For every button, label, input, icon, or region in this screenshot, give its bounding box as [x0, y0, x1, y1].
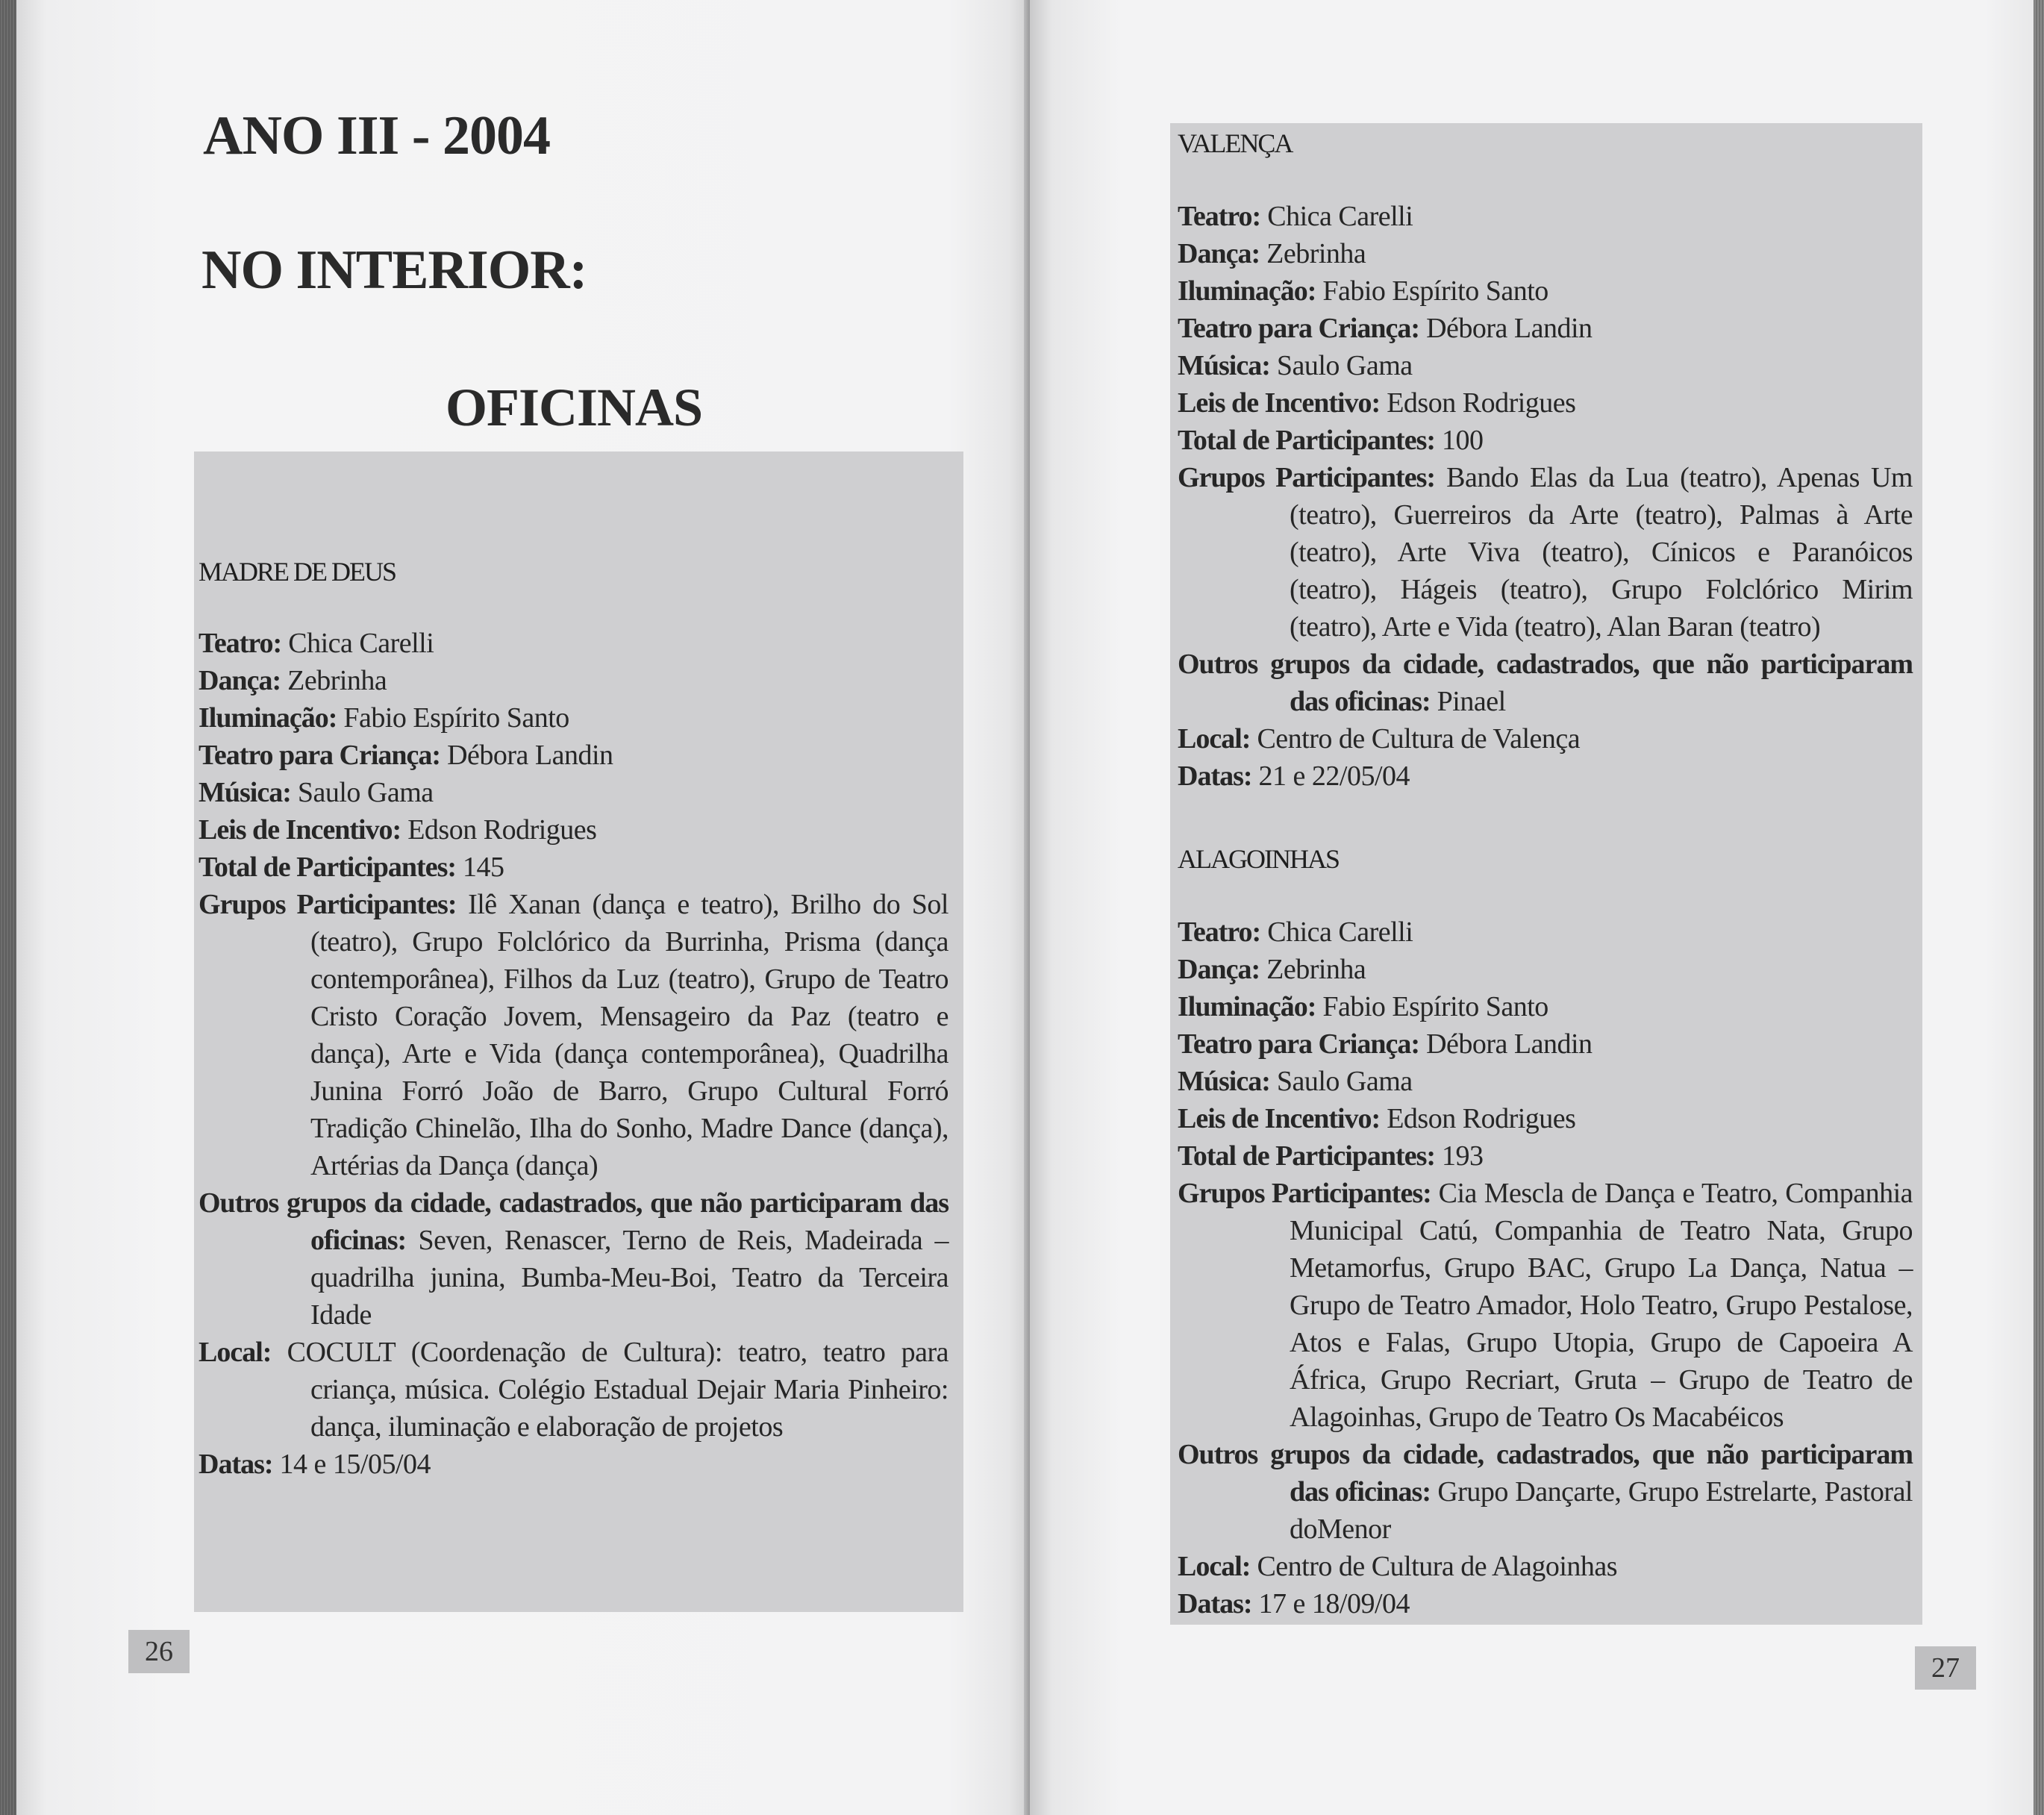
page-number: 26 [128, 1630, 190, 1673]
entry-row [1178, 198, 1913, 235]
entry-row [199, 662, 948, 699]
section-title: MADRE DE DEUS [199, 557, 396, 587]
entry-row [1178, 1137, 1913, 1175]
oficinas-heading: OFICINAS [446, 378, 703, 437]
entry-row [199, 774, 948, 811]
entry-row [1178, 951, 1913, 988]
entry-value: Edson Rodrigues [1380, 1103, 1576, 1134]
entry-label: Leis de Incentivo: [1178, 387, 1381, 419]
entry-label: Local: [199, 1337, 272, 1368]
entry-value: Seven, Renascer, Terno de Reis, Madeirada –quadrilha junina, Bumba-Meu-Boi, Teatro da Terceira Idade [310, 1225, 948, 1331]
interior-heading: NO INTERIOR: [201, 240, 587, 301]
entry-row [1178, 1063, 1913, 1100]
entry-label: Local: [1178, 723, 1251, 755]
entry-value: 17 e 18/09/04 [1251, 1588, 1410, 1619]
book-edge-left [0, 0, 16, 1815]
entry-label: Total de Participantes: [1178, 425, 1436, 456]
entry-value: Débora Landin [1419, 1028, 1593, 1060]
entry-value: Chica Carelli [281, 628, 434, 659]
entry-label: Grupos Participantes: [199, 889, 457, 920]
entry-value: Saulo Gama [1269, 350, 1413, 381]
entry-value: Zebrinha [1260, 954, 1366, 985]
entry-label: Música: [199, 777, 291, 808]
entry-row [1178, 988, 1913, 1025]
entry-value: Grupo Dançarte, Grupo Estrelarte, Pastoral doMenor [1290, 1476, 1913, 1545]
madre-de-deus-box [194, 452, 963, 1612]
entry-value: Chica Carelli [1260, 201, 1413, 232]
entry-row [1178, 646, 1913, 720]
valenca-section [1178, 123, 1913, 795]
right-info-box [1170, 123, 1922, 1625]
section-title: ALAGOINHAS [1178, 844, 1339, 874]
entry-row [199, 1446, 948, 1483]
right-page [1030, 0, 2034, 1815]
year-heading: ANO III - 2004 [203, 105, 550, 166]
entry-value: Fabio Espírito Santo [1316, 275, 1548, 307]
entry-value: Edson Rodrigues [1380, 387, 1576, 419]
entry-label: Grupos Participantes: [1178, 462, 1436, 493]
entry-label: Total de Participantes: [1178, 1140, 1436, 1172]
entry-label: Total de Participantes: [199, 852, 457, 883]
entry-value: 21 e 22/05/04 [1251, 760, 1410, 792]
entry-label: Teatro: [1178, 201, 1261, 232]
section-entries [1178, 913, 1913, 1622]
entry-label: Outros grupos da cidade, cadastrados, que não participaram das oficinas: [1178, 1439, 1913, 1508]
entry-label: Teatro: [199, 628, 282, 659]
entry-row [1178, 272, 1913, 310]
entry-row [199, 625, 948, 662]
entry-row [1178, 720, 1913, 757]
entry-value: Débora Landin [440, 740, 613, 771]
entry-row [1178, 1585, 1913, 1622]
entry-row [199, 1334, 948, 1446]
entry-row [1178, 1175, 1913, 1436]
entry-label: Datas: [1178, 1588, 1252, 1619]
entry-label: Dança: [1178, 238, 1260, 269]
entry-row [199, 737, 948, 774]
entry-value: Centro de Cultura de Valença [1250, 723, 1581, 755]
entry-label: Música: [1178, 350, 1270, 381]
entry-value: Centro de Cultura de Alagoinhas [1250, 1551, 1618, 1582]
entry-row [1178, 384, 1913, 422]
entry-label: Teatro: [1178, 916, 1261, 948]
entry-label: Teatro para Criança: [199, 740, 441, 771]
entry-row [1178, 757, 1913, 795]
entry-label: Datas: [199, 1449, 273, 1480]
entry-label: Iluminação: [1178, 275, 1316, 307]
entry-label: Música: [1178, 1066, 1270, 1097]
entry-row [1178, 459, 1913, 646]
entry-value: Edson Rodrigues [401, 814, 597, 846]
entry-value: Saulo Gama [290, 777, 434, 808]
entry-row [1178, 235, 1913, 272]
entry-value: Débora Landin [1419, 313, 1593, 344]
entry-label: Dança: [199, 665, 281, 696]
entry-label: Datas: [1178, 760, 1252, 792]
section-entries [1178, 198, 1913, 795]
entry-value: Fabio Espírito Santo [337, 702, 569, 734]
section-entries [199, 625, 948, 1483]
entry-label: Outros grupos da cidade, cadastrados, que não participaram das oficinas: [1178, 649, 1913, 717]
entry-label: Iluminação: [199, 702, 337, 734]
entry-row [199, 699, 948, 737]
entry-value: Ilê Xanan (dança e teatro), Brilho do Sol (teatro), Grupo Folclórico da Burrinha, Prisma (dança contemporânea), Filhos da Luz (teatro), Grupo de Teatro Cristo Coração Jovem, Mensageiro da Paz (teatro e dança), Arte e Vida (dança contemporânea), Quadrilha Junina Forró João de Barro, Grupo Cultural Forró Tradição Chinelão, Ilha do Sonho, Madre Dance (dança), Artérias da Dança (dança) [310, 889, 948, 1181]
entry-row [1178, 347, 1913, 384]
entry-row [1178, 1436, 1913, 1548]
entry-label: Leis de Incentivo: [1178, 1103, 1381, 1134]
entry-row [199, 886, 948, 1184]
entry-label: Outros grupos da cidade, cadastrados, que não participaram das oficinas: [199, 1187, 948, 1256]
entry-label: Grupos Participantes: [1178, 1178, 1431, 1209]
entry-label: Teatro para Criança: [1178, 313, 1420, 344]
entry-row [199, 811, 948, 849]
entry-value: Bando Elas da Lua (teatro), Apenas Um (teatro), Guerreiros da Arte (teatro), Palmas à Arte (teatro), Arte Viva (teatro), Cínicos e Paranóicos (teatro), Hágeis (teatro), Grupo Folclórico Mirim (teatro), Arte e Vida (teatro), Alan Baran (teatro) [1290, 462, 1913, 643]
entry-label: Dança: [1178, 954, 1260, 985]
entry-value: 145 [456, 852, 504, 883]
entry-value: 193 [1435, 1140, 1484, 1172]
entry-value: Saulo Gama [1269, 1066, 1413, 1097]
entry-value: 14 e 15/05/04 [272, 1449, 431, 1480]
entry-value: 100 [1435, 425, 1484, 456]
entry-row [1178, 1025, 1913, 1063]
left-page [16, 0, 1030, 1815]
entry-row [1178, 1100, 1913, 1137]
entry-value: Fabio Espírito Santo [1316, 991, 1548, 1022]
entry-label: Iluminação: [1178, 991, 1316, 1022]
entry-label: Teatro para Criança: [1178, 1028, 1420, 1060]
entry-value: Cia Mescla de Dança e Teatro, Companhia Municipal Catú, Companhia de Teatro Nata, Grupo Metamorfus, Grupo BAC, Grupo La Dança, Natua – Grupo de Teatro Amador, Holo Teatro, Grupo Pestalose, Atos e Falas, Grupo Utopia, Grupo de Capoeira A África, Grupo Recriart, Gruta – Grupo de Teatro de Alagoinhas, Grupo de Teatro Os Macabéicos [1290, 1178, 1913, 1433]
entry-value: COCULT (Coordenação de Cultura): teatro, teatro para criança, música. Colégio Estadual Dejair Maria Pinheiro: dança, iluminação e elaboração de projetos [271, 1337, 948, 1443]
section-title: VALENÇA [1178, 128, 1293, 158]
entry-row [1178, 913, 1913, 951]
entry-value: Zebrinha [1260, 238, 1366, 269]
entry-row [199, 1184, 948, 1334]
entry-value: Zebrinha [281, 665, 387, 696]
entry-label: Leis de Incentivo: [199, 814, 401, 846]
entry-row [199, 849, 948, 886]
entry-value: Pinael [1430, 686, 1506, 717]
book-edge-right [2034, 0, 2044, 1815]
entry-row [1178, 1548, 1913, 1585]
page-number: 27 [1915, 1646, 1976, 1690]
entry-row [1178, 310, 1913, 347]
alagoinhas-section [1178, 843, 1913, 1622]
entry-row [1178, 422, 1913, 459]
entry-label: Local: [1178, 1551, 1251, 1582]
entry-value: Chica Carelli [1260, 916, 1413, 948]
